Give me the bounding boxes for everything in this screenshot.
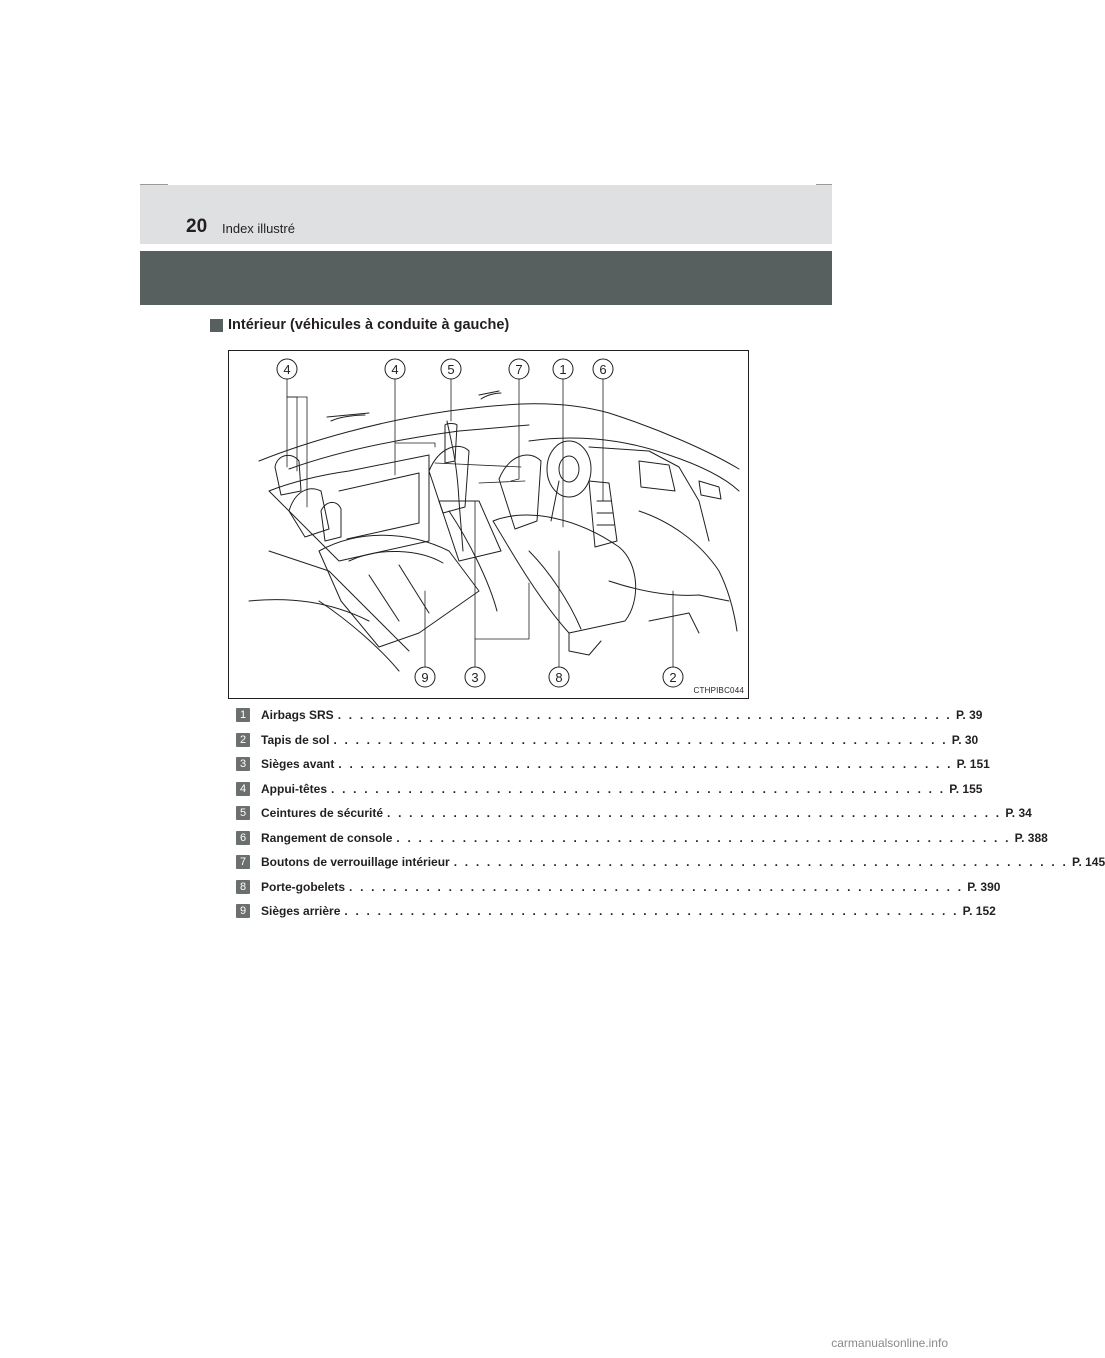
- legend-item: [236, 826, 1048, 851]
- subsection-heading: [210, 317, 509, 333]
- svg-text:8: 8: [555, 670, 563, 685]
- legend-label: Boutons de verrouillage intérieur: [261, 855, 450, 870]
- legend-label: Ceintures de sécurité: [261, 806, 384, 821]
- legend-label: Tapis de sol: [261, 732, 330, 747]
- legend-label: Rangement de console: [261, 830, 393, 845]
- legend-item: [236, 875, 1001, 900]
- legend-page-ref[interactable]: P. 390: [967, 879, 1001, 894]
- legend-item: [236, 703, 983, 728]
- running-title: Index illustré: [222, 221, 295, 236]
- legend-page-ref[interactable]: P. 145: [1071, 855, 1105, 870]
- legend-number-badge: 6: [236, 831, 250, 845]
- dot-leader: . . . . . . . . . . . . . . . . . . . . . . . . . . . . . . . . . . . . . . . . . . . . . . . . . . . . . . . .: [396, 830, 1011, 845]
- legend-label: Airbags SRS: [261, 708, 334, 723]
- legend-page-ref[interactable]: P. 155: [949, 781, 983, 796]
- section-band: [140, 251, 832, 305]
- svg-text:1: 1: [559, 362, 567, 377]
- callout-2: [663, 667, 683, 687]
- legend-item: [236, 752, 990, 777]
- legend-number-badge: 3: [236, 757, 250, 771]
- square-bullet-icon: [210, 319, 223, 332]
- dot-leader: . . . . . . . . . . . . . . . . . . . . . . . . . . . . . . . . . . . . . . . . . . . . . . . . . . . . . . . .: [453, 855, 1068, 870]
- callout-4-left: [277, 359, 297, 379]
- legend-item: [236, 899, 996, 924]
- svg-text:3: 3: [471, 670, 479, 685]
- svg-text:7: 7: [515, 362, 523, 377]
- legend-page-ref[interactable]: P. 34: [1005, 806, 1032, 821]
- page-number: 20: [186, 216, 208, 237]
- svg-text:6: 6: [599, 362, 607, 377]
- svg-text:2: 2: [669, 670, 677, 685]
- legend-page-ref[interactable]: P. 151: [956, 757, 990, 772]
- legend-page-ref[interactable]: P. 30: [951, 732, 979, 747]
- legend-item: [236, 801, 1032, 826]
- car-interior-drawing: [229, 351, 748, 698]
- callout-3: [465, 667, 485, 687]
- callout-1: [553, 359, 573, 379]
- callout-9: [415, 667, 435, 687]
- legend-item: [236, 850, 1105, 875]
- legend-number-badge: 5: [236, 806, 250, 820]
- dot-leader: . . . . . . . . . . . . . . . . . . . . . . . . . . . . . . . . . . . . . . . . . . . . . . . . . . . . . . . .: [349, 879, 964, 894]
- callout-5: [441, 359, 461, 379]
- legend-label: Appui-têtes: [261, 781, 327, 796]
- legend-item: [236, 728, 979, 753]
- svg-text:4: 4: [283, 362, 291, 377]
- legend-item: [236, 777, 983, 802]
- dot-leader: . . . . . . . . . . . . . . . . . . . . . . . . . . . . . . . . . . . . . . . . . . . . . . . . . . . . . . . .: [333, 732, 948, 747]
- svg-text:5: 5: [447, 362, 455, 377]
- dot-leader: . . . . . . . . . . . . . . . . . . . . . . . . . . . . . . . . . . . . . . . . . . . . . . . . . . . . . . . .: [331, 781, 946, 796]
- interior-illustration: [228, 350, 749, 699]
- callout-6: [593, 359, 613, 379]
- legend-page-ref[interactable]: P. 152: [962, 904, 996, 919]
- legend-list: [236, 703, 1105, 924]
- legend-page-ref[interactable]: P. 39: [955, 708, 983, 723]
- legend-label: Sièges avant: [261, 757, 335, 772]
- legend-number-badge: 9: [236, 904, 250, 918]
- footer-watermark: carmanualsonline.info: [831, 1336, 948, 1350]
- svg-text:9: 9: [421, 670, 429, 685]
- legend-number-badge: 1: [236, 708, 250, 722]
- subsection-title: Intérieur (véhicules à conduite à gauche): [228, 317, 510, 333]
- callout-4-right: [385, 359, 405, 379]
- legend-label: Porte-gobelets: [261, 879, 346, 894]
- dot-leader: . . . . . . . . . . . . . . . . . . . . . . . . . . . . . . . . . . . . . . . . . . . . . . . . . . . . . . . .: [338, 757, 953, 772]
- legend-number-badge: 8: [236, 880, 250, 894]
- dot-leader: . . . . . . . . . . . . . . . . . . . . . . . . . . . . . . . . . . . . . . . . . . . . . . . . . . . . . . . .: [387, 806, 1002, 821]
- callout-8: [549, 667, 569, 687]
- legend-number-badge: 7: [236, 855, 250, 869]
- dot-leader: . . . . . . . . . . . . . . . . . . . . . . . . . . . . . . . . . . . . . . . . . . . . . . . . . . . . . . . .: [337, 708, 952, 723]
- legend-number-badge: 4: [236, 782, 250, 796]
- legend-number-badge: 2: [236, 733, 250, 747]
- legend-page-ref[interactable]: P. 388: [1014, 830, 1048, 845]
- legend-label: Sièges arrière: [261, 904, 341, 919]
- callout-7: [509, 359, 529, 379]
- svg-text:4: 4: [391, 362, 399, 377]
- figure-code: CTHPIBC044: [693, 686, 744, 695]
- dot-leader: . . . . . . . . . . . . . . . . . . . . . . . . . . . . . . . . . . . . . . . . . . . . . . . . . . . . . . . .: [344, 904, 959, 919]
